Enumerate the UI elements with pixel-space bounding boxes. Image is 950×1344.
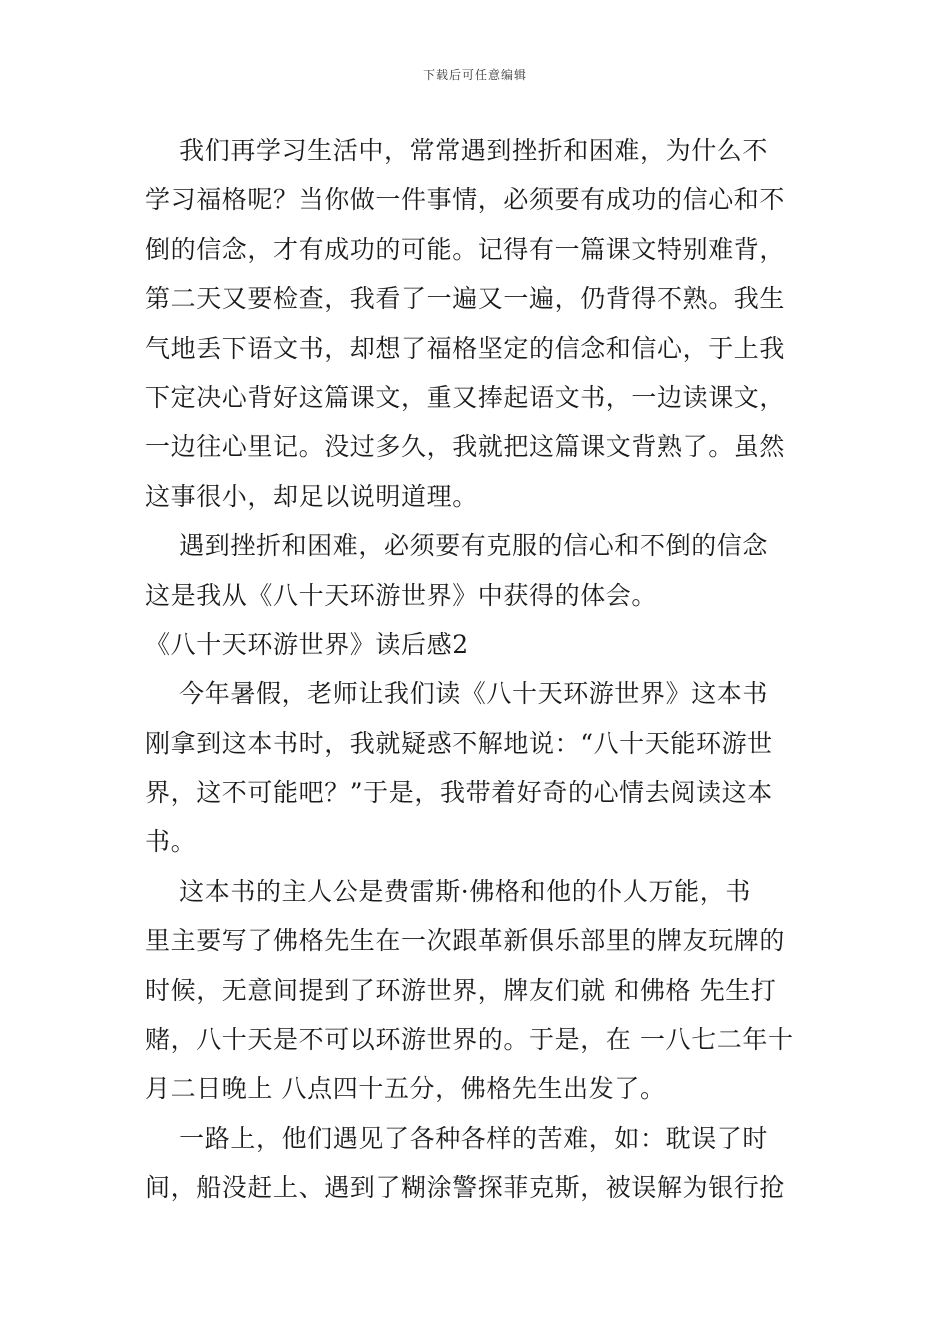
text-line: 倒的信念，才有成功的可能。记得有一篇课文特别难背， [145, 234, 786, 264]
text-line: 赌，八十天是不可以环游世界的。于是，在 一八七二年十 [145, 1025, 794, 1055]
document-body [145, 126, 807, 1213]
text-line: 这事很小，却足以说明道理。 [145, 481, 478, 511]
text-line: 第二天又要检查，我看了一遍又一遍，仍背得不熟。我生 [145, 284, 786, 314]
text-line: 遇到挫折和困难，必须要有克服的信心和不倒的信念 [145, 531, 768, 561]
text-line: 学习福格呢？当你做一件事情，必须要有成功的信心和不 [145, 185, 786, 215]
text-line: 时候，无意间提到了环游世界，牌友们就 和佛格 先生打 [145, 975, 777, 1005]
header-note: 下载后可任意编辑 [422, 68, 527, 82]
text-line: 刚拿到这本书时，我就疑惑不解地说：“八十天能环游世 [145, 728, 773, 758]
text-line: 今年暑假，老师让我们读《八十天环游世界》这本书 [145, 679, 768, 709]
text-line: 气地丢下语文书，却想了福格坚定的信念和信心，于上我 [145, 333, 786, 363]
text-line: 里主要写了佛格先生在一次跟革新俱乐部里的牌友玩牌的 [145, 926, 786, 956]
text-line: 我们再学习生活中，常常遇到挫折和困难，为什么不 [145, 136, 768, 165]
text-line: 这本书的主人公是费雷斯·佛格和他的仆人万能，书 [145, 876, 751, 906]
text-line: 一路上，他们遇见了各种各样的苦难，如：耽误了时 [145, 1123, 768, 1153]
text-line: 书。 [145, 827, 197, 857]
text-line: 间，船没赶上、遇到了糊涂警探菲克斯，被误解为银行抢 [145, 1173, 786, 1203]
text-line: 月二日晚上 八点四十五分，佛格先生出发了。 [145, 1074, 666, 1104]
text-line: 界，这不可能吧？”于是，我带着好奇的心情去阅读这本 [145, 778, 773, 808]
text-line: 这是我从《八十天环游世界》中获得的体会。 [145, 580, 658, 610]
text-line: 一边往心里记。没过多久，我就把这篇课文背熟了。虽然 [145, 432, 786, 462]
text-line: 下定决心背好这篇课文，重又捧起语文书，一边读课文， [145, 382, 786, 412]
section-title: 《八十天环游世界》读后感2 [145, 629, 469, 659]
